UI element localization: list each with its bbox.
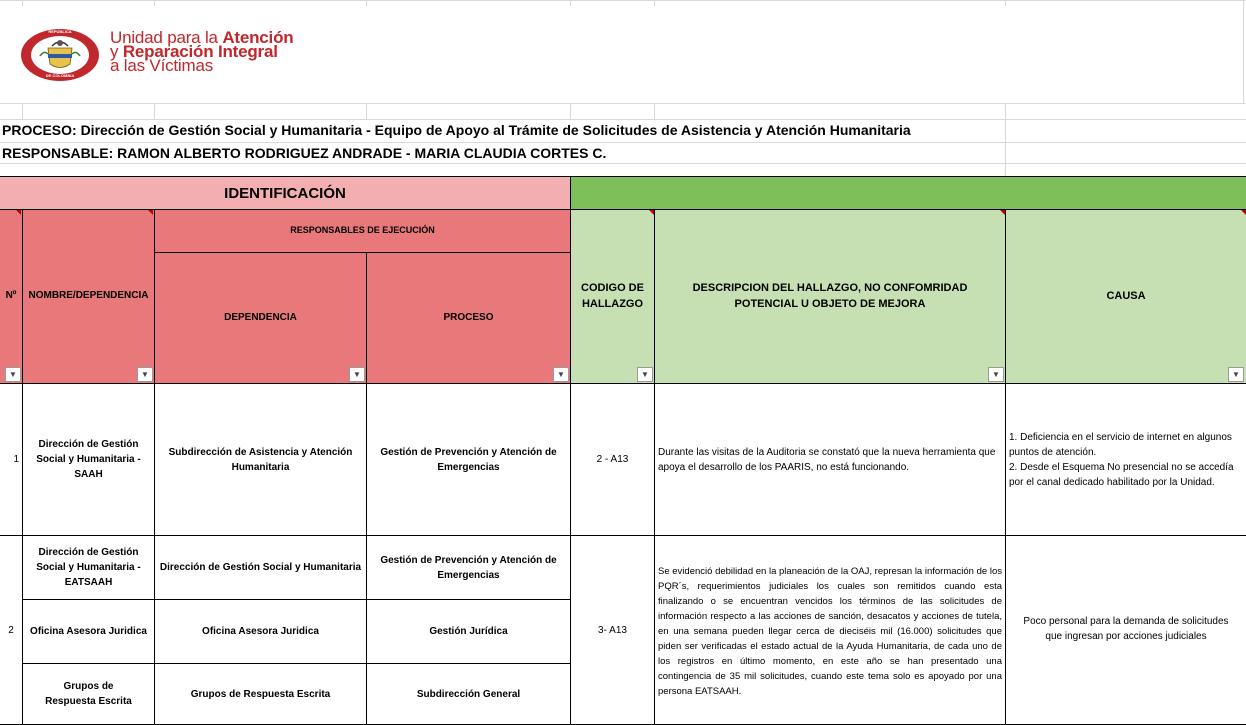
filter-descripcion-dropdown[interactable]: ▼ [988, 367, 1004, 382]
row2c-proceso: Subdirección General [366, 663, 571, 725]
header-num: Nº [0, 209, 23, 384]
filter-nombre-dropdown[interactable]: ▼ [137, 367, 153, 382]
row1-causa-1: 1. Deficiencia en el servicio de internet en algunos puntos de atención. [1009, 431, 1232, 458]
row1-dependencia: Subdirección de Asistencia y Atención Humanitaria [154, 383, 367, 536]
header-causa: CAUSA [1005, 209, 1246, 384]
header-nombre: NOMBRE/DEPENDENCIA [22, 209, 155, 384]
row1-causa [1005, 383, 1246, 536]
seal-top-text: REPÚBLICA [48, 29, 72, 34]
row2-num: 2 [0, 535, 23, 725]
header-proceso: PROCESO [366, 252, 571, 384]
logo [18, 26, 348, 84]
row2a-proceso: Gestión de Prevención y Atención de Emergencias [366, 535, 571, 600]
header-codigo: CODIGO DE HALLAZGO [570, 209, 655, 384]
filter-dependencia-dropdown[interactable]: ▼ [349, 367, 365, 382]
row1-codigo: 2 - A13 [570, 383, 655, 536]
row2c-dependencia: Grupos de Respuesta Escrita [154, 663, 367, 725]
row1-nombre: Dirección de Gestión Social y Humanitaria - SAAH [22, 383, 155, 536]
logo-line3: a las Víctimas [110, 56, 214, 75]
row2-codigo: 3- A13 [570, 535, 655, 725]
row1-num: 1 [0, 383, 23, 536]
responsable-line: RESPONSABLE: RAMON ALBERTO RODRIGUEZ ANDRADE - MARIA CLAUDIA CORTES C. [2, 145, 607, 161]
row2c-nombre: Grupos de Respuesta Escrita [22, 663, 155, 725]
header-dependencia: DEPENDENCIA [154, 252, 367, 384]
filter-codigo-dropdown[interactable]: ▼ [637, 367, 653, 382]
filter-causa-dropdown[interactable]: ▼ [1228, 367, 1244, 382]
filter-num-dropdown[interactable]: ▼ [5, 367, 21, 382]
row2-descripcion: Se evidenció debilidad en la planeación de la OAJ, represan la información de los PQR´s, requerimientos judiciales los cuales son remitidos cuando esta finalizando o se encuentran vencidos los términos de las solicitudes de información respecto a las acciones de sanción, desacatos y acciones de tutela, en una semana pueden llegar cerca de dieciséis mil (16.000) solicitudes que piden ser verificadas el estado actual de la Ayuda Humanitaria, de cada uno de los registros en último momento, en este año se han presentado una contingencia de 35 mil solicitudes, cuando este tema solo es apoyado por una persona EATSAAH. [654, 535, 1006, 725]
row2a-dependencia: Dirección de Gestión Social y Humanitaria [154, 535, 367, 600]
logo-line1-b: Atención [222, 28, 294, 47]
logo-line2-b: Reparación Integral [122, 42, 278, 61]
header-descripcion: DESCRIPCION DEL HALLAZGO, NO CONFOMRIDAD POTENCIAL U OBJETO DE MEJORA [654, 209, 1006, 384]
row2b-proceso: Gestión Jurídica [366, 599, 571, 664]
filter-proceso-dropdown[interactable]: ▼ [553, 367, 569, 382]
logo-line2-a: y [110, 42, 123, 61]
header-responsables: RESPONSABLES DE EJECUCIÓN [154, 209, 571, 253]
logo-line1-a: Unidad para la [110, 28, 223, 47]
row1-causa-2: 2. Desde el Esquema No presencial no se accedía por el canal dedicado habilitado por la Unidad. [1009, 461, 1234, 488]
row2a-nombre: Dirección de Gestión Social y Humanitaria - EATSAAH [22, 535, 155, 600]
row2-causa: Poco personal para la demanda de solicitudes que ingresan por acciones judiciales [1005, 535, 1246, 725]
green-section [570, 176, 1246, 210]
identificacion-title: IDENTIFICACIÓN [224, 184, 346, 202]
row1-proceso: Gestión de Prevención y Atención de Emergencias [366, 383, 571, 536]
identificacion-section [0, 176, 571, 210]
row2b-dependencia: Oficina Asesora Juridica [154, 599, 367, 664]
seal-bottom-text: DE COLOMBIA [45, 73, 75, 78]
row2b-nombre: Oficina Asesora Juridica [22, 599, 155, 664]
proceso-line: PROCESO: Dirección de Gestión Social y Humanitaria - Equipo de Apoyo al Trámite de Solicitudes de Asistencia y Atención Humanitaria [2, 122, 911, 138]
logo-text [110, 28, 350, 75]
row1-descripcion: Durante las visitas de la Auditoria se constató que la nueva herramienta que apoya el desarrollo de los PAARIS, no está funcionando. [654, 383, 1006, 536]
